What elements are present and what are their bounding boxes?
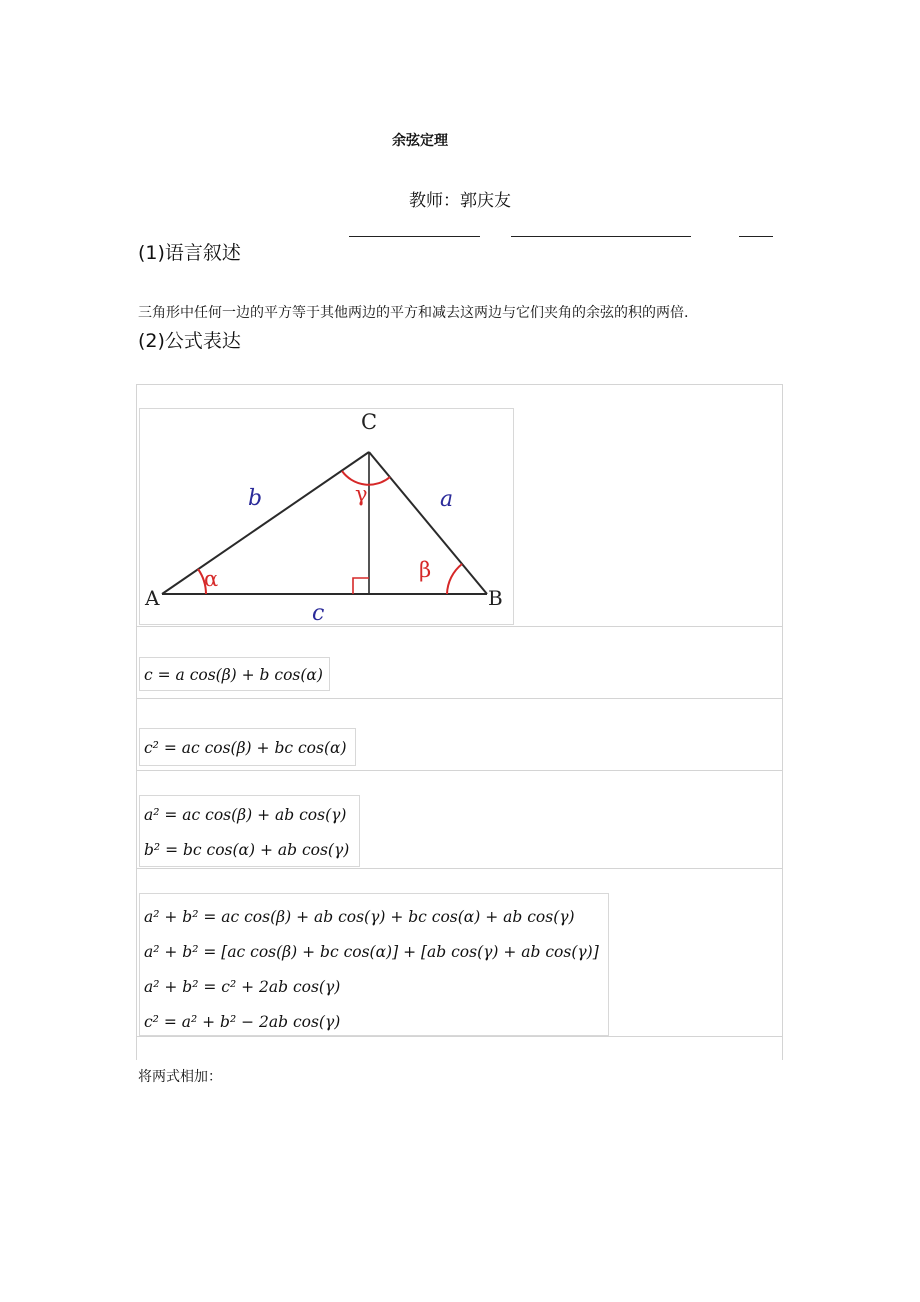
side-b-line	[162, 452, 369, 594]
derivation-step-1: a² + b² = ac cos(β) + ab cos(γ) + bc cos(α) + ab cos(γ)	[144, 908, 575, 926]
section-heading-statement: (1)语言叙述	[138, 242, 241, 264]
table-row-divider	[136, 770, 783, 771]
teacher-line: 教师：郭庆友	[409, 191, 511, 211]
vertex-a-label: A	[145, 586, 160, 610]
derivation-step-2: a² + b² = [ac cos(β) + bc cos(α)] + [ab cos(γ) + ab cos(γ)]	[144, 943, 599, 961]
formula-b-squared: b² = bc cos(α) + ab cos(γ)	[144, 841, 350, 859]
angle-beta-arc	[447, 564, 462, 594]
formula-c-squared: c² = ac cos(β) + bc cos(α)	[139, 728, 356, 766]
vertex-b-label: B	[488, 586, 503, 610]
derivation-step-4: c² = a² + b² − 2ab cos(γ)	[144, 1013, 341, 1031]
blank-underline-1	[349, 236, 480, 237]
vertex-c-label: C	[361, 410, 378, 434]
formula-c-projection: c = a cos(β) + b cos(α)	[139, 657, 330, 691]
blank-underline-2	[511, 236, 691, 237]
section-heading-formula: (2)公式表达	[138, 330, 241, 352]
right-angle-marker	[353, 578, 369, 594]
table-row-divider	[136, 868, 783, 869]
angle-gamma-label: γ	[355, 482, 368, 506]
angle-alpha-label: α	[204, 567, 219, 591]
footer-note: 将两式相加：	[138, 1069, 222, 1085]
triangle-figure	[139, 408, 514, 625]
angle-beta-label: β	[419, 558, 432, 582]
formula-a-squared: a² = ac cos(β) + ab cos(γ)	[144, 806, 347, 824]
formula-group-a-b	[139, 795, 360, 867]
table-row-divider	[136, 626, 783, 627]
side-a-label: a	[440, 487, 454, 512]
triangle-diagram	[140, 409, 513, 624]
side-c-label: c	[312, 601, 325, 624]
document-title: 余弦定理	[392, 133, 448, 149]
table-row-divider	[136, 698, 783, 699]
side-b-label: b	[248, 486, 263, 511]
formula-derivation	[139, 893, 609, 1036]
theorem-statement: 三角形中任何一边的平方等于其他两边的平方和减去这两边与它们夹角的余弦的积的两倍.	[138, 305, 689, 321]
blank-underline-3	[739, 236, 773, 237]
derivation-step-3: a² + b² = c² + 2ab cos(γ)	[144, 978, 341, 996]
